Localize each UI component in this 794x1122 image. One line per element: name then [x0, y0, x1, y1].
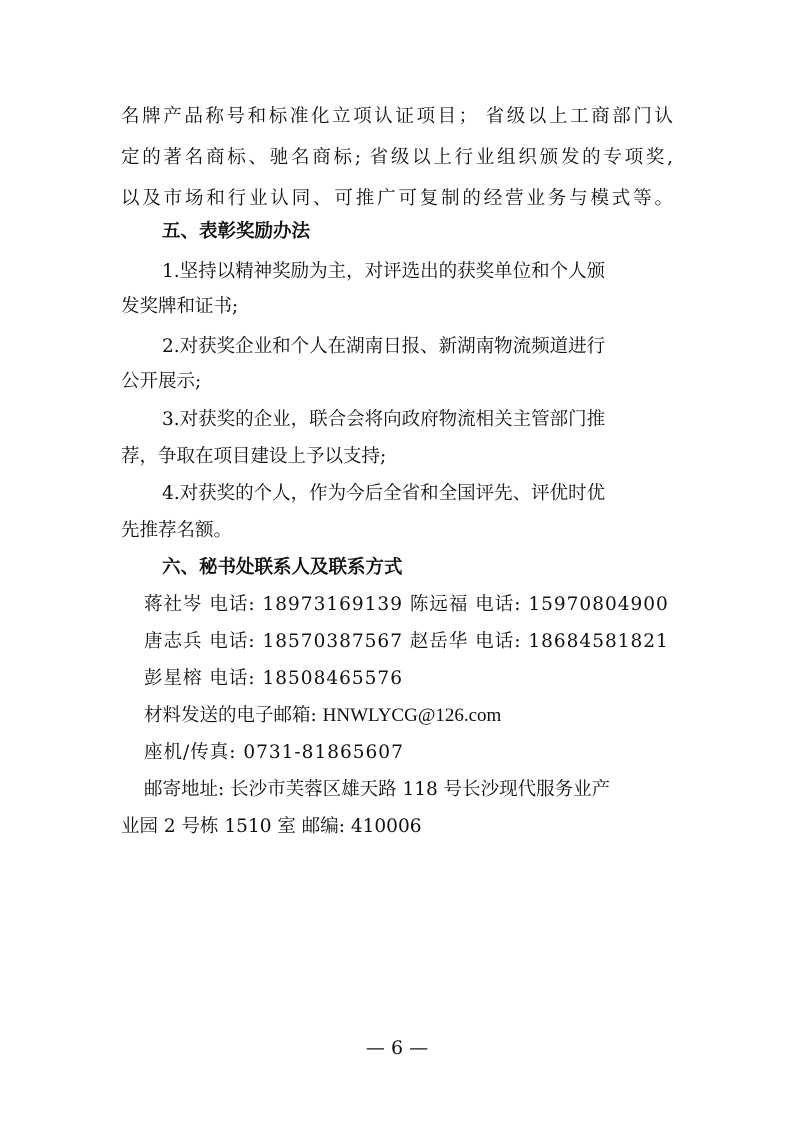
section-5-item-2-line-1: 2.对获奖企业和个人在湖南日报、新湖南物流频道进行 — [162, 336, 606, 357]
section-5-item-4-line-1: 4.对获奖的个人，作为今后全省和全国评先、评优时优 — [162, 483, 606, 504]
address-line-1: 邮寄地址: 长沙市芙蓉区雄天路 118 号长沙现代服务业产 — [144, 779, 611, 800]
section-5-item-3-line-2: 荐，争取在项目建设上予以支持; — [121, 446, 387, 467]
address-line-2: 业园 2 号栋 1510 室 邮编: 410006 — [121, 816, 422, 837]
contact-line-3: 彭星榕 电话: 18508465576 — [144, 668, 403, 689]
paragraph-line-3: 以及市场和行业认同、可推广可复制的经营业务与模式等。 — [121, 188, 673, 209]
contact-line-2: 唐志兵 电话: 18570387567 赵岳华 电话: 18684581821 — [144, 631, 669, 652]
contact-line-1: 蒋社岑 电话: 18973169139 陈远福 电话: 15970804900 — [144, 594, 669, 615]
section-5-item-1-line-1: 1.坚持以精神奖励为主，对评选出的获奖单位和个人颁 — [162, 261, 606, 282]
section-5-heading: 五、表彰奖励办法 — [162, 221, 311, 242]
section-5-item-1-line-2: 发奖牌和证书; — [121, 296, 239, 317]
section-5-item-3-line-1: 3.对获奖的企业，联合会将向政府物流相关主管部门推 — [162, 409, 606, 430]
email-line — [144, 704, 501, 728]
section-5-item-4-line-2: 先推荐名额。 — [121, 520, 233, 541]
section-5-item-2-line-2: 公开展示; — [121, 371, 202, 392]
paragraph-line-2: 定的著名商标、驰名商标; 省级以上行业组织颁发的专项奖, — [121, 147, 673, 168]
section-6-heading: 六、秘书处联系人及联系方式 — [162, 557, 403, 578]
email-label: 材料发送的电子邮箱: — [144, 705, 323, 726]
paragraph-line-1: 名牌产品称号和标准化立项认证项目； 省级以上工商部门认 — [121, 106, 673, 127]
email-address: HNWLYCG@126.com — [322, 705, 502, 726]
page-number: — 6 — — [365, 1037, 429, 1059]
fax-line: 座机/传真: 0731-81865607 — [144, 742, 404, 763]
